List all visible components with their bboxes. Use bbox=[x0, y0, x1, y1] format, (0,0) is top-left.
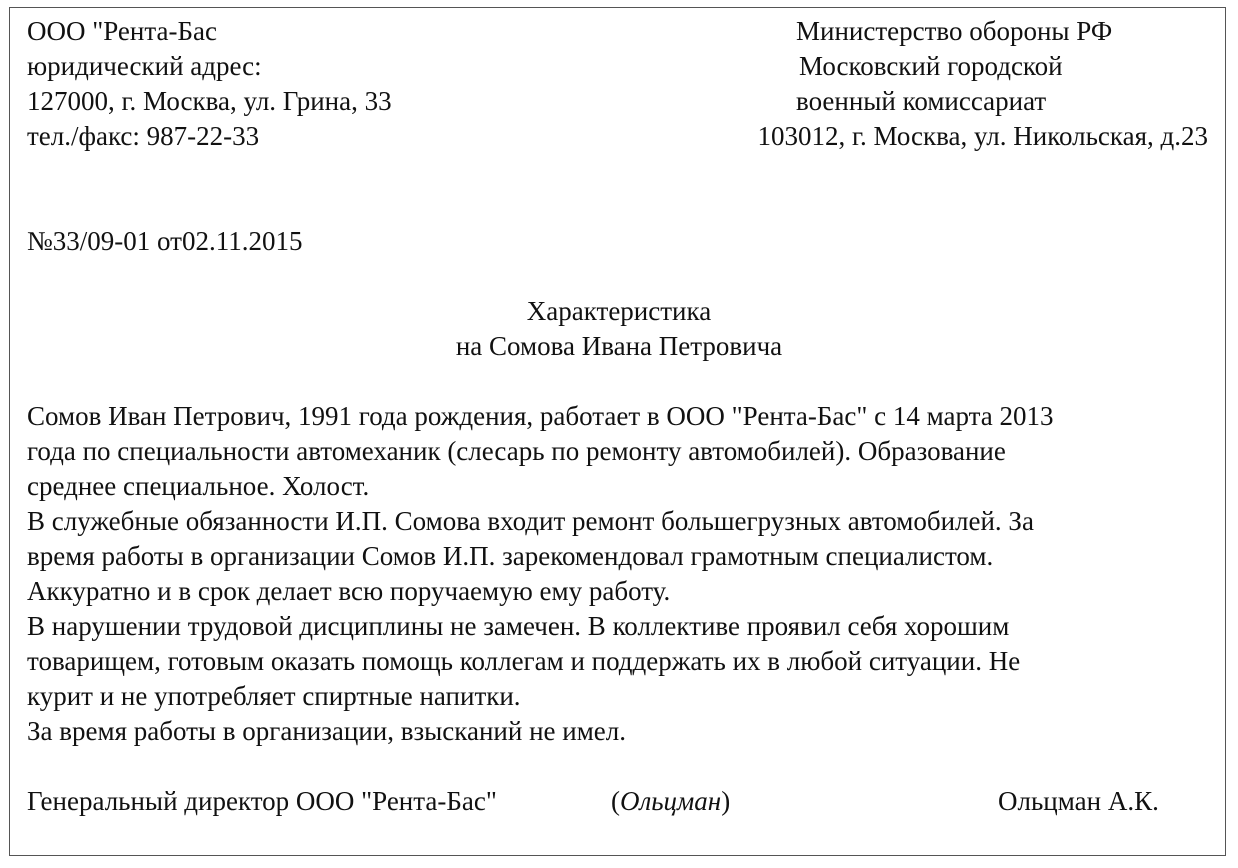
body-line: В нарушении трудовой дисциплины не замечен. В коллективе проявил себя хорошим bbox=[27, 611, 1010, 641]
document-reference: №33/09-01 от02.11.2015 bbox=[27, 226, 303, 256]
sender-company: ООО "Рента-Бас bbox=[27, 16, 217, 46]
signature-close-paren: ) bbox=[721, 786, 731, 816]
body-line: Аккуратно и в срок делает всю поручаемую ему работу. bbox=[27, 576, 671, 606]
recipient-line-2: Московский городской bbox=[799, 51, 1063, 81]
document-subtitle: на Сомова Ивана Петровича bbox=[455, 331, 783, 361]
signature-handwritten bbox=[611, 784, 730, 819]
signature-open-paren: ( bbox=[611, 786, 620, 816]
sender-phone: тел./факс: 987-22-33 bbox=[27, 121, 260, 151]
signature-name: Ольцман А.К. bbox=[998, 786, 1159, 816]
body-line: среднее специальное. Холост. bbox=[27, 471, 370, 501]
body-line: курит и не употребляет спиртные напитки. bbox=[27, 681, 521, 711]
sender-address-label: юридический адрес: bbox=[27, 51, 262, 81]
signature-handwritten-text: Ольцман bbox=[620, 786, 722, 816]
body-line: В служебные обязанности И.П. Сомова входит ремонт большегрузных автомобилей. За bbox=[27, 506, 1034, 536]
body-line: товарищем, готовым оказать помощь коллегам и поддержать их в любой ситуации. Не bbox=[27, 646, 1021, 676]
body-line: Сомов Иван Петрович, 1991 года рождения, работает в ООО "Рента-Бас" с 14 марта 2013 bbox=[27, 401, 1054, 431]
recipient-line-1: Министерство обороны РФ bbox=[796, 16, 1113, 46]
sender-address: 127000, г. Москва, ул. Грина, 33 bbox=[27, 86, 392, 116]
recipient-line-4: 103012, г. Москва, ул. Никольская, д.23 bbox=[757, 121, 1208, 151]
body-line: года по специальности автомеханик (слесарь по ремонту автомобилей). Образование bbox=[27, 436, 1006, 466]
recipient-line-3: военный комиссариат bbox=[796, 86, 1047, 116]
document-title: Характеристика bbox=[526, 296, 712, 326]
signature-position: Генеральный директор ООО "Рента-Бас" bbox=[27, 786, 497, 816]
body-line: время работы в организации Сомов И.П. зарекомендовал грамотным специалистом. bbox=[27, 541, 994, 571]
body-line: За время работы в организации, взысканий не имел. bbox=[27, 716, 627, 746]
